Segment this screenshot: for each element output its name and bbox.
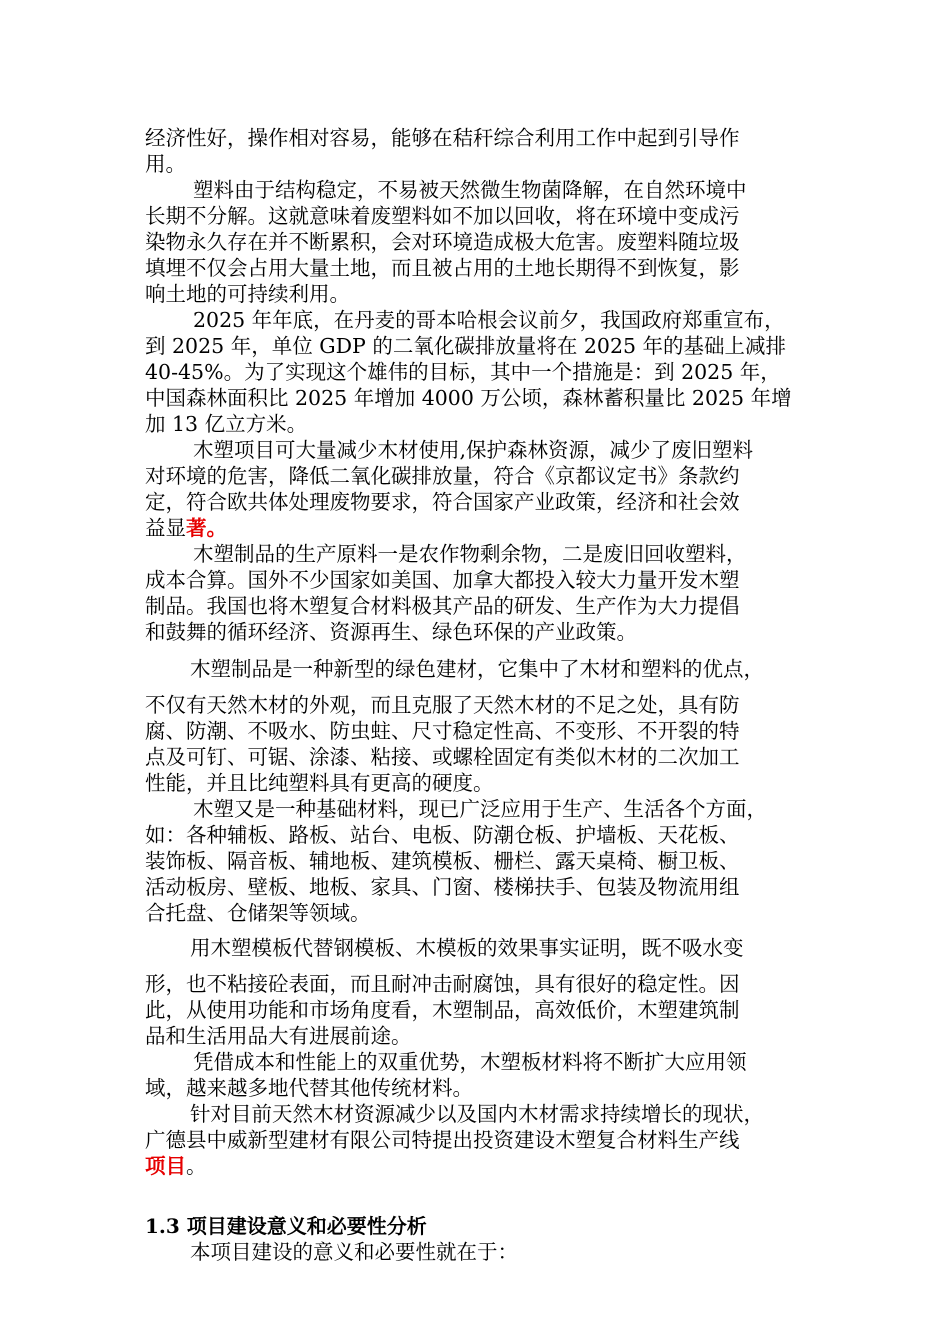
text-line: 针对目前天然木材资源减少以及国内木材需求持续增长的现状， [190,1102,764,1126]
text-line: 装饰板、隔音板、辅地板、建筑模板、栅栏、露天桌椅、橱卫板、 [145,849,740,873]
text-line [145,514,227,542]
text-line: 品和生活用品大有进展前途。 [145,1024,412,1048]
text-line: 合托盘、仓储架等领域。 [145,901,371,925]
text-line: 染物永久存在并不断累积，会对环境造成极大危害。废塑料随垃圾 [145,230,740,254]
text-line: 对环境的危害，降低二氧化碳排放量，符合《京都议定书》条款约 [145,464,740,488]
text-line: 成本合算。国外不少国家如美国、加拿大都投入较大力量开发木塑 [145,568,740,592]
text-line: 性能，并且比纯塑料具有更高的硬度。 [145,771,494,795]
text-line: 腐、防潮、不吸水、防虫蛀、尺寸稳定性高、不变形、不开裂的特 [145,719,740,743]
text-line: 用。 [145,152,186,176]
highlighted-text: 著。 [186,516,227,540]
text-line: 40-45%。为了实现这个雄伟的目标，其中一个措施是：到 2025 年， [145,360,781,384]
text-line: 响土地的可持续利用。 [145,282,350,306]
text-line: 木塑制品的生产原料一是农作物剩余物，二是废旧回收塑料， [193,542,747,566]
text-line: 用木塑模板代替钢模板、木模板的效果事实证明，既不吸水变 [190,936,744,960]
text-fragment: 。 [186,1154,207,1178]
text-line: 加 13 亿立方米。 [145,412,308,436]
text-line: 定，符合欧共体处理废物要求，符合国家产业政策，经济和社会效 [145,490,740,514]
text-line: 凭借成本和性能上的双重优势，木塑板材料将不断扩大应用领 [193,1050,747,1074]
text-line: 中国森林面积比 2025 年增加 4000 万公顷，森林蓄积量比 2025 年增 [145,386,792,410]
text-line: 经济性好，操作相对容易，能够在秸秆综合利用工作中起到引导作 [145,126,740,150]
text-line: 点及可钉、可锯、涂漆、粘接、或螺栓固定有类似木材的二次加工 [145,745,740,769]
text-line: 不仅有天然木材的外观，而且克服了天然木材的不足之处，具有防 [145,693,740,717]
text-line: 木塑项目可大量减少木材使用,保护森林资源，减少了废旧塑料 [193,438,754,462]
text-line: 填埋不仅会占用大量土地，而且被占用的土地长期得不到恢复，影 [145,256,740,280]
text-line: 长期不分解。这就意味着废塑料如不加以回收，将在环境中变成污 [145,204,740,228]
text-line: 木塑又是一种基础材料，现已广泛应用于生产、生活各个方面， [193,797,767,821]
text-fragment: 益显 [145,516,186,540]
text-line: 活动板房、壁板、地板、家具、门窗、楼梯扶手、包装及物流用组 [145,875,740,899]
text-line: 到 2025 年，单位 GDP 的二氧化碳排放量将在 2025 年的基础上减排 [145,334,787,358]
text-line: 木塑制品是一种新型的绿色建材，它集中了木材和塑料的优点， [190,657,764,681]
text-line [145,1152,207,1180]
text-line: 此，从使用功能和市场角度看，木塑制品，高效低价，木塑建筑制 [145,998,740,1022]
text-line: 如：各种辅板、路板、站台、电板、防潮仓板、护墙板、天花板、 [145,823,740,847]
highlighted-text: 项目 [145,1154,186,1178]
text-line: 形，也不粘接砼表面，而且耐冲击耐腐蚀，具有很好的稳定性。因 [145,972,740,996]
text-line: 域，越来越多地代替其他传统材料。 [145,1076,473,1100]
text-line: 和鼓舞的循环经济、资源再生、绿色环保的产业政策。 [145,620,637,644]
text-line: 制品。我国也将木塑复合材料极其产品的研发、生产作为大力提倡 [145,594,740,618]
text-line: 塑料由于结构稳定，不易被天然微生物菌降解，在自然环境中 [193,178,747,202]
text-line: 本项目建设的意义和必要性就在于： [190,1240,518,1264]
section-heading: 1.3 项目建设意义和必要性分析 [145,1214,427,1238]
text-line: 广德县中威新型建材有限公司特提出投资建设木塑复合材料生产线 [145,1128,740,1152]
text-line: 2025 年年底，在丹麦的哥本哈根会议前夕，我国政府郑重宣布， [193,308,785,332]
